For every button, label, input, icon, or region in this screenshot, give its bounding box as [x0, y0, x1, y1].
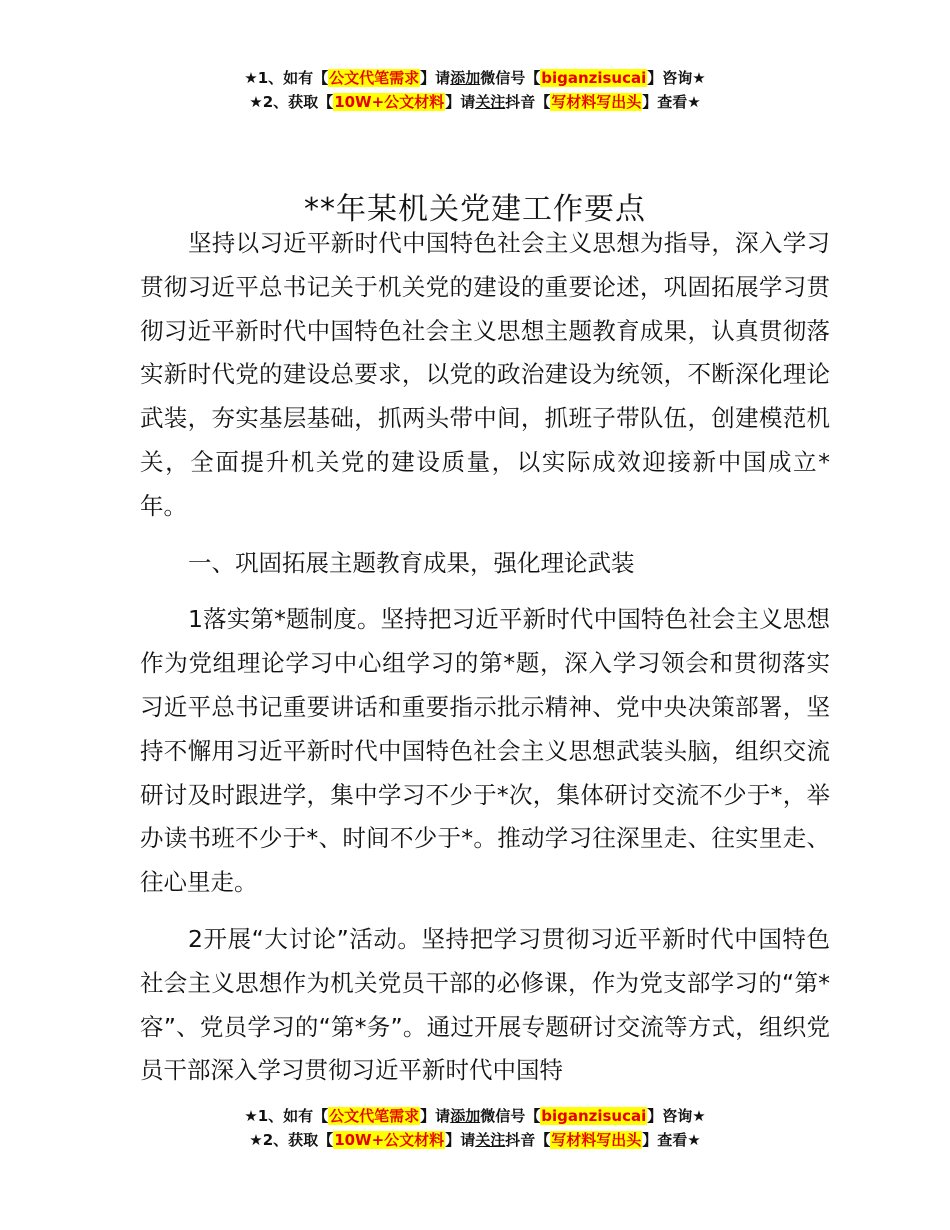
banner-highlight: 10W+公文材料: [334, 93, 445, 111]
section-heading: 一、巩固拓展主题教育成果，强化理论武装: [188, 548, 635, 577]
banner-text: 】请: [420, 69, 451, 87]
banner-text: 】请: [445, 93, 476, 111]
banner-text: 】查看★: [642, 93, 701, 111]
banner-highlight: 公文代笔需求: [329, 69, 420, 87]
banner-text: 微信号【: [480, 69, 541, 87]
item-paragraph-1: 1落实第*题制度。坚持把习近平新时代中国特色社会主义思想作为党组理论学习中心组学习的第*题，深入学习领会和贯彻落实习近平总书记重要讲话和重要指示批示精神、党中央决策部署，坚持不懈用习近平新时代中国特色社会主义思想武装头脑，组织交流研讨及时跟进学，集中学习不少于*次，集体研讨交流不少于*，举办读书班不少于*、时间不少于*。推动学习往深里走、往实里走、往心里走。: [140, 605, 830, 897]
banner-line-1: [0, 1104, 950, 1128]
banner-underlined-text: 添加: [450, 69, 481, 87]
banner-text: ★2、获取【: [249, 93, 334, 111]
banner-line-2: [0, 90, 950, 114]
intro-paragraph: 坚持以习近平新时代中国特色社会主义思想为指导，深入学习贯彻习近平总书记关于机关党的建设的重要论述，巩固拓展学习贯彻习近平新时代中国特色社会主义思想主题教育成果，认真贯彻落实新时代党的建设总要求，以党的政治建设为统领，不断深化理论武装，夯实基层基础，抓两头带中间，抓班子带队伍，创建模范机关，全面提升机关党的建设质量，以实际成效迎接新中国成立*年。: [140, 229, 830, 520]
header-banner: [0, 66, 950, 114]
banner-line-2: [0, 1128, 950, 1152]
banner-highlight: 公文代笔需求: [329, 1107, 420, 1125]
banner-text: ★1、如有【: [244, 1107, 329, 1125]
banner-text: ★1、如有【: [244, 69, 329, 87]
banner-line-1: [0, 66, 950, 90]
banner-text: ★2、获取【: [249, 1131, 334, 1149]
banner-douyin-id: 写材料写出头: [551, 93, 642, 111]
banner-underlined-text: 添加: [450, 1107, 481, 1125]
banner-douyin-id: 写材料写出头: [551, 1131, 642, 1149]
banner-text: 】请: [420, 1107, 451, 1125]
banner-text: 微信号【: [480, 1107, 541, 1125]
banner-text: 】请: [445, 1131, 476, 1149]
banner-underlined-text: 关注: [475, 93, 506, 111]
banner-text: 抖音【: [505, 1131, 551, 1149]
footer-banner: [0, 1104, 950, 1152]
banner-wechat-id: biganzisucai: [541, 1107, 647, 1125]
banner-text: 】咨询★: [647, 69, 706, 87]
banner-wechat-id: biganzisucai: [541, 69, 647, 87]
document-title: **年某机关党建工作要点: [304, 192, 646, 228]
banner-text: 抖音【: [505, 93, 551, 111]
item-paragraph-2: 2开展“大讨论”活动。坚持把学习贯彻习近平新时代中国特色社会主义思想作为机关党员干部的必修课，作为党支部学习的“第*容”、党员学习的“第*务”。通过开展专题研讨交流等方式，组织党员干部深入学习贯彻习近平新时代中国特: [140, 924, 830, 1085]
banner-text: 】咨询★: [647, 1107, 706, 1125]
banner-underlined-text: 关注: [475, 1131, 506, 1149]
banner-highlight: 10W+公文材料: [334, 1131, 445, 1149]
document-body: [140, 222, 830, 1106]
banner-text: 】查看★: [642, 1131, 701, 1149]
